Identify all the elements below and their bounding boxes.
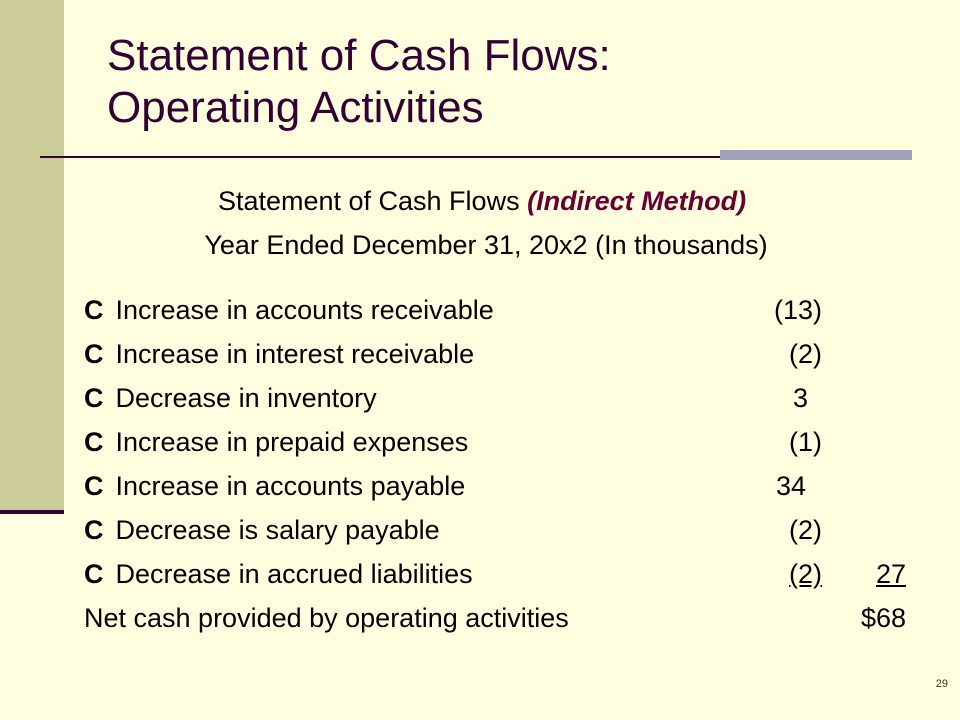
line-item-amount: 34 (775, 471, 806, 501)
statement-heading-text: Statement of Cash Flows (217, 186, 528, 216)
statement-method: (Indirect Method) (527, 186, 747, 216)
line-item-amount: (2) (789, 515, 822, 545)
line-item-subtotal: 27 (875, 559, 906, 589)
bullet-marker: C (84, 295, 104, 325)
line-item-amount: (1) (789, 427, 822, 457)
line-item-label: Decrease is salary payable (115, 515, 440, 545)
line-item (84, 468, 806, 504)
line-item (84, 380, 808, 416)
bullet-marker: C (84, 515, 104, 545)
line-item-label: Increase in interest receivable (115, 339, 475, 369)
total-label: Net cash provided by operating activities (84, 603, 569, 633)
statement-period: Year Ended December 31, 20x2 (In thousands) (204, 230, 768, 260)
bullet-marker: C (84, 471, 104, 501)
line-item (84, 512, 822, 548)
page-number: 29 (935, 678, 948, 690)
total-row (84, 600, 906, 636)
left-bar-underline (0, 510, 64, 514)
total-value: $68 (860, 603, 906, 633)
line-item-amount: (2) (789, 339, 822, 369)
line-item-amount: 3 (792, 383, 808, 413)
line-item (84, 424, 822, 460)
title-divider-accent (720, 150, 912, 160)
line-item-label: Increase in prepaid expenses (115, 427, 469, 457)
line-item-amount: (13) (773, 295, 822, 325)
bullet-marker: C (84, 383, 104, 413)
line-item-amount: (2) (789, 559, 822, 589)
title-line-1: Statement of Cash Flows: (107, 31, 611, 80)
bullet-marker: C (84, 559, 104, 589)
title-line-2: Operating Activities (107, 83, 484, 132)
bullet-marker: C (84, 427, 104, 457)
statement-heading (2, 184, 960, 218)
line-item-label: Decrease in accrued liabilities (115, 559, 473, 589)
line-item (84, 556, 906, 592)
slide-title (107, 30, 611, 134)
line-item-label: Decrease in inventory (115, 383, 377, 413)
line-item (84, 336, 822, 372)
line-item (84, 292, 822, 328)
bullet-marker: C (84, 339, 104, 369)
line-item-label: Increase in accounts receivable (115, 295, 494, 325)
line-item-label: Increase in accounts payable (115, 471, 466, 501)
